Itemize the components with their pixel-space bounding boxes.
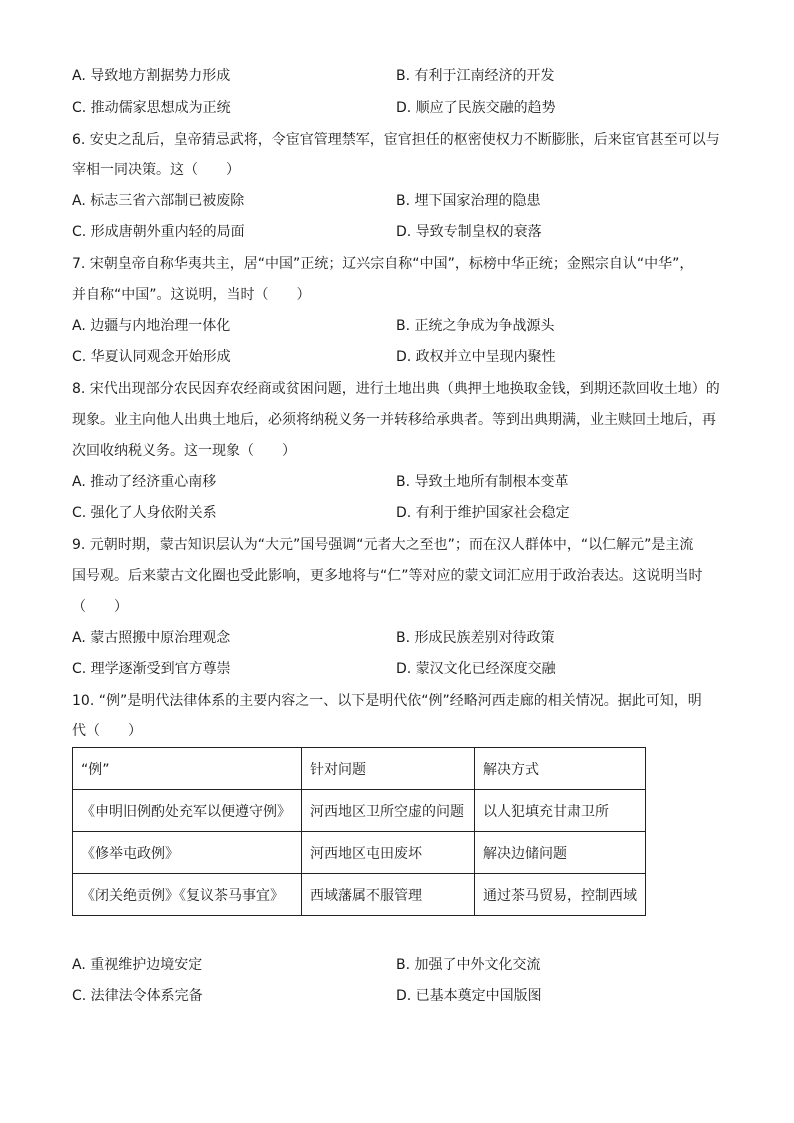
table-header-cell: 针对问题 <box>302 748 475 790</box>
q10-option-d: D. 已基本奠定中国版图 <box>396 988 542 1004</box>
q6-option-d: D. 导致专制皇权的衰落 <box>396 224 542 240</box>
q6-stem-line-2: 宰相一同决策。这（ ） <box>72 162 240 178</box>
q10-stem-line-1: 10. “例”是明代法律体系的主要内容之一、以下是明代依“例”经略河西走廊的相关情况。据此可知，明 <box>72 693 702 709</box>
table-row <box>73 832 646 874</box>
q5-option-d: D. 顺应了民族交融的趋势 <box>396 100 556 116</box>
q10-stem-line-2: 代（ ） <box>72 723 142 739</box>
q5-option-b: B. 有利于江南经济的开发 <box>396 68 555 84</box>
table-cell: 通过茶马贸易，控制西域 <box>475 874 646 916</box>
table-cell: 解决边储问题 <box>475 832 646 874</box>
q5-option-a: A. 导致地方割据势力形成 <box>72 68 231 84</box>
q7-option-c: C. 华夏认同观念开始形成 <box>72 349 231 365</box>
q7-option-d: D. 政权并立中呈现内聚性 <box>396 349 556 365</box>
q6-option-c: C. 形成唐朝外重内轻的局面 <box>72 224 245 240</box>
q5-option-c: C. 推动儒家思想成为正统 <box>72 100 231 116</box>
q6-option-b: B. 埋下国家治理的隐患 <box>396 193 541 209</box>
q9-stem-line-3: （ ） <box>72 599 128 615</box>
q10-option-c: C. 法律法令体系完备 <box>72 988 203 1004</box>
table-cell: 河西地区屯田废坏 <box>302 832 475 874</box>
q9-option-d: D. 蒙汉文化已经深度交融 <box>396 661 556 677</box>
q9-option-c: C. 理学逐渐受到官方尊崇 <box>72 661 231 677</box>
table-row <box>73 790 646 832</box>
table-cell: 西域藩属不服管理 <box>302 874 475 916</box>
q8-option-a: A. 推动了经济重心南移 <box>72 474 217 490</box>
table-header-cell: “例” <box>73 748 302 790</box>
q8-stem-line-2: 现象。业主向他人出典土地后，必须将纳税义务一并转移给承典者。等到出典期满，业主赎回土地后，再 <box>72 412 716 428</box>
table-cell: 河西地区卫所空虚的问题 <box>302 790 475 832</box>
q6-option-a: A. 标志三省六部制已被废除 <box>72 193 245 209</box>
table-header-cell: 解决方式 <box>475 748 646 790</box>
q10-option-b: B. 加强了中外文化交流 <box>396 957 541 973</box>
q8-stem-line-3: 次回收纳税义务。这一现象（ ） <box>72 443 296 459</box>
q8-option-c: C. 强化了人身依附关系 <box>72 505 217 521</box>
q7-option-b: B. 正统之争成为争战源头 <box>396 318 555 334</box>
q10-option-a: A. 重视维护边境安定 <box>72 957 203 973</box>
q7-stem-line-2: 并自称“中国”。这说明，当时（ ） <box>72 287 311 303</box>
table-cell: 《闭关绝贡例》《复议茶马事宜》 <box>73 874 302 916</box>
q7-stem-line-1: 7. 宋朝皇帝自称华夷共主，居“中国”正统；辽兴宗自称“中国”，标榜中华正统；金熙宗自认“中华”， <box>72 256 694 272</box>
q7-option-a: A. 边疆与内地治理一体化 <box>72 318 231 334</box>
q10-table <box>72 747 646 916</box>
q9-stem-line-2: 国号观。后来蒙古文化圈也受此影响，更多地将与“仁”等对应的蒙文词汇应用于政治表达。这说明当时 <box>72 568 703 584</box>
table-row <box>73 874 646 916</box>
q8-option-d: D. 有利于维护国家社会稳定 <box>396 505 570 521</box>
table-cell: 《申明旧例酌处充军以便遵守例》 <box>73 790 302 832</box>
q6-stem-line-1: 6. 安史之乱后，皇帝猜忌武将，令宦官管理禁军，宦官担任的枢密使权力不断膨胀，后来宦官甚至可以与 <box>72 132 720 148</box>
q9-option-b: B. 形成民族差别对待政策 <box>396 630 555 646</box>
table-cell: 以人犯填充甘肃卫所 <box>475 790 646 832</box>
table-header-row <box>73 748 646 790</box>
q9-stem-line-1: 9. 元朝时期，蒙古知识层认为“大元”国号强调“元者大之至也”；而在汉人群体中，“以仁解元”是主流 <box>72 537 694 553</box>
q8-option-b: B. 导致土地所有制根本变革 <box>396 474 569 490</box>
table-cell: 《修举屯政例》 <box>73 832 302 874</box>
q9-option-a: A. 蒙古照搬中原治理观念 <box>72 630 231 646</box>
q8-stem-line-1: 8. 宋代出现部分农民因弃农经商或贫困问题，进行土地出典（典押土地换取金钱，到期还款回收土地）的 <box>72 381 720 397</box>
